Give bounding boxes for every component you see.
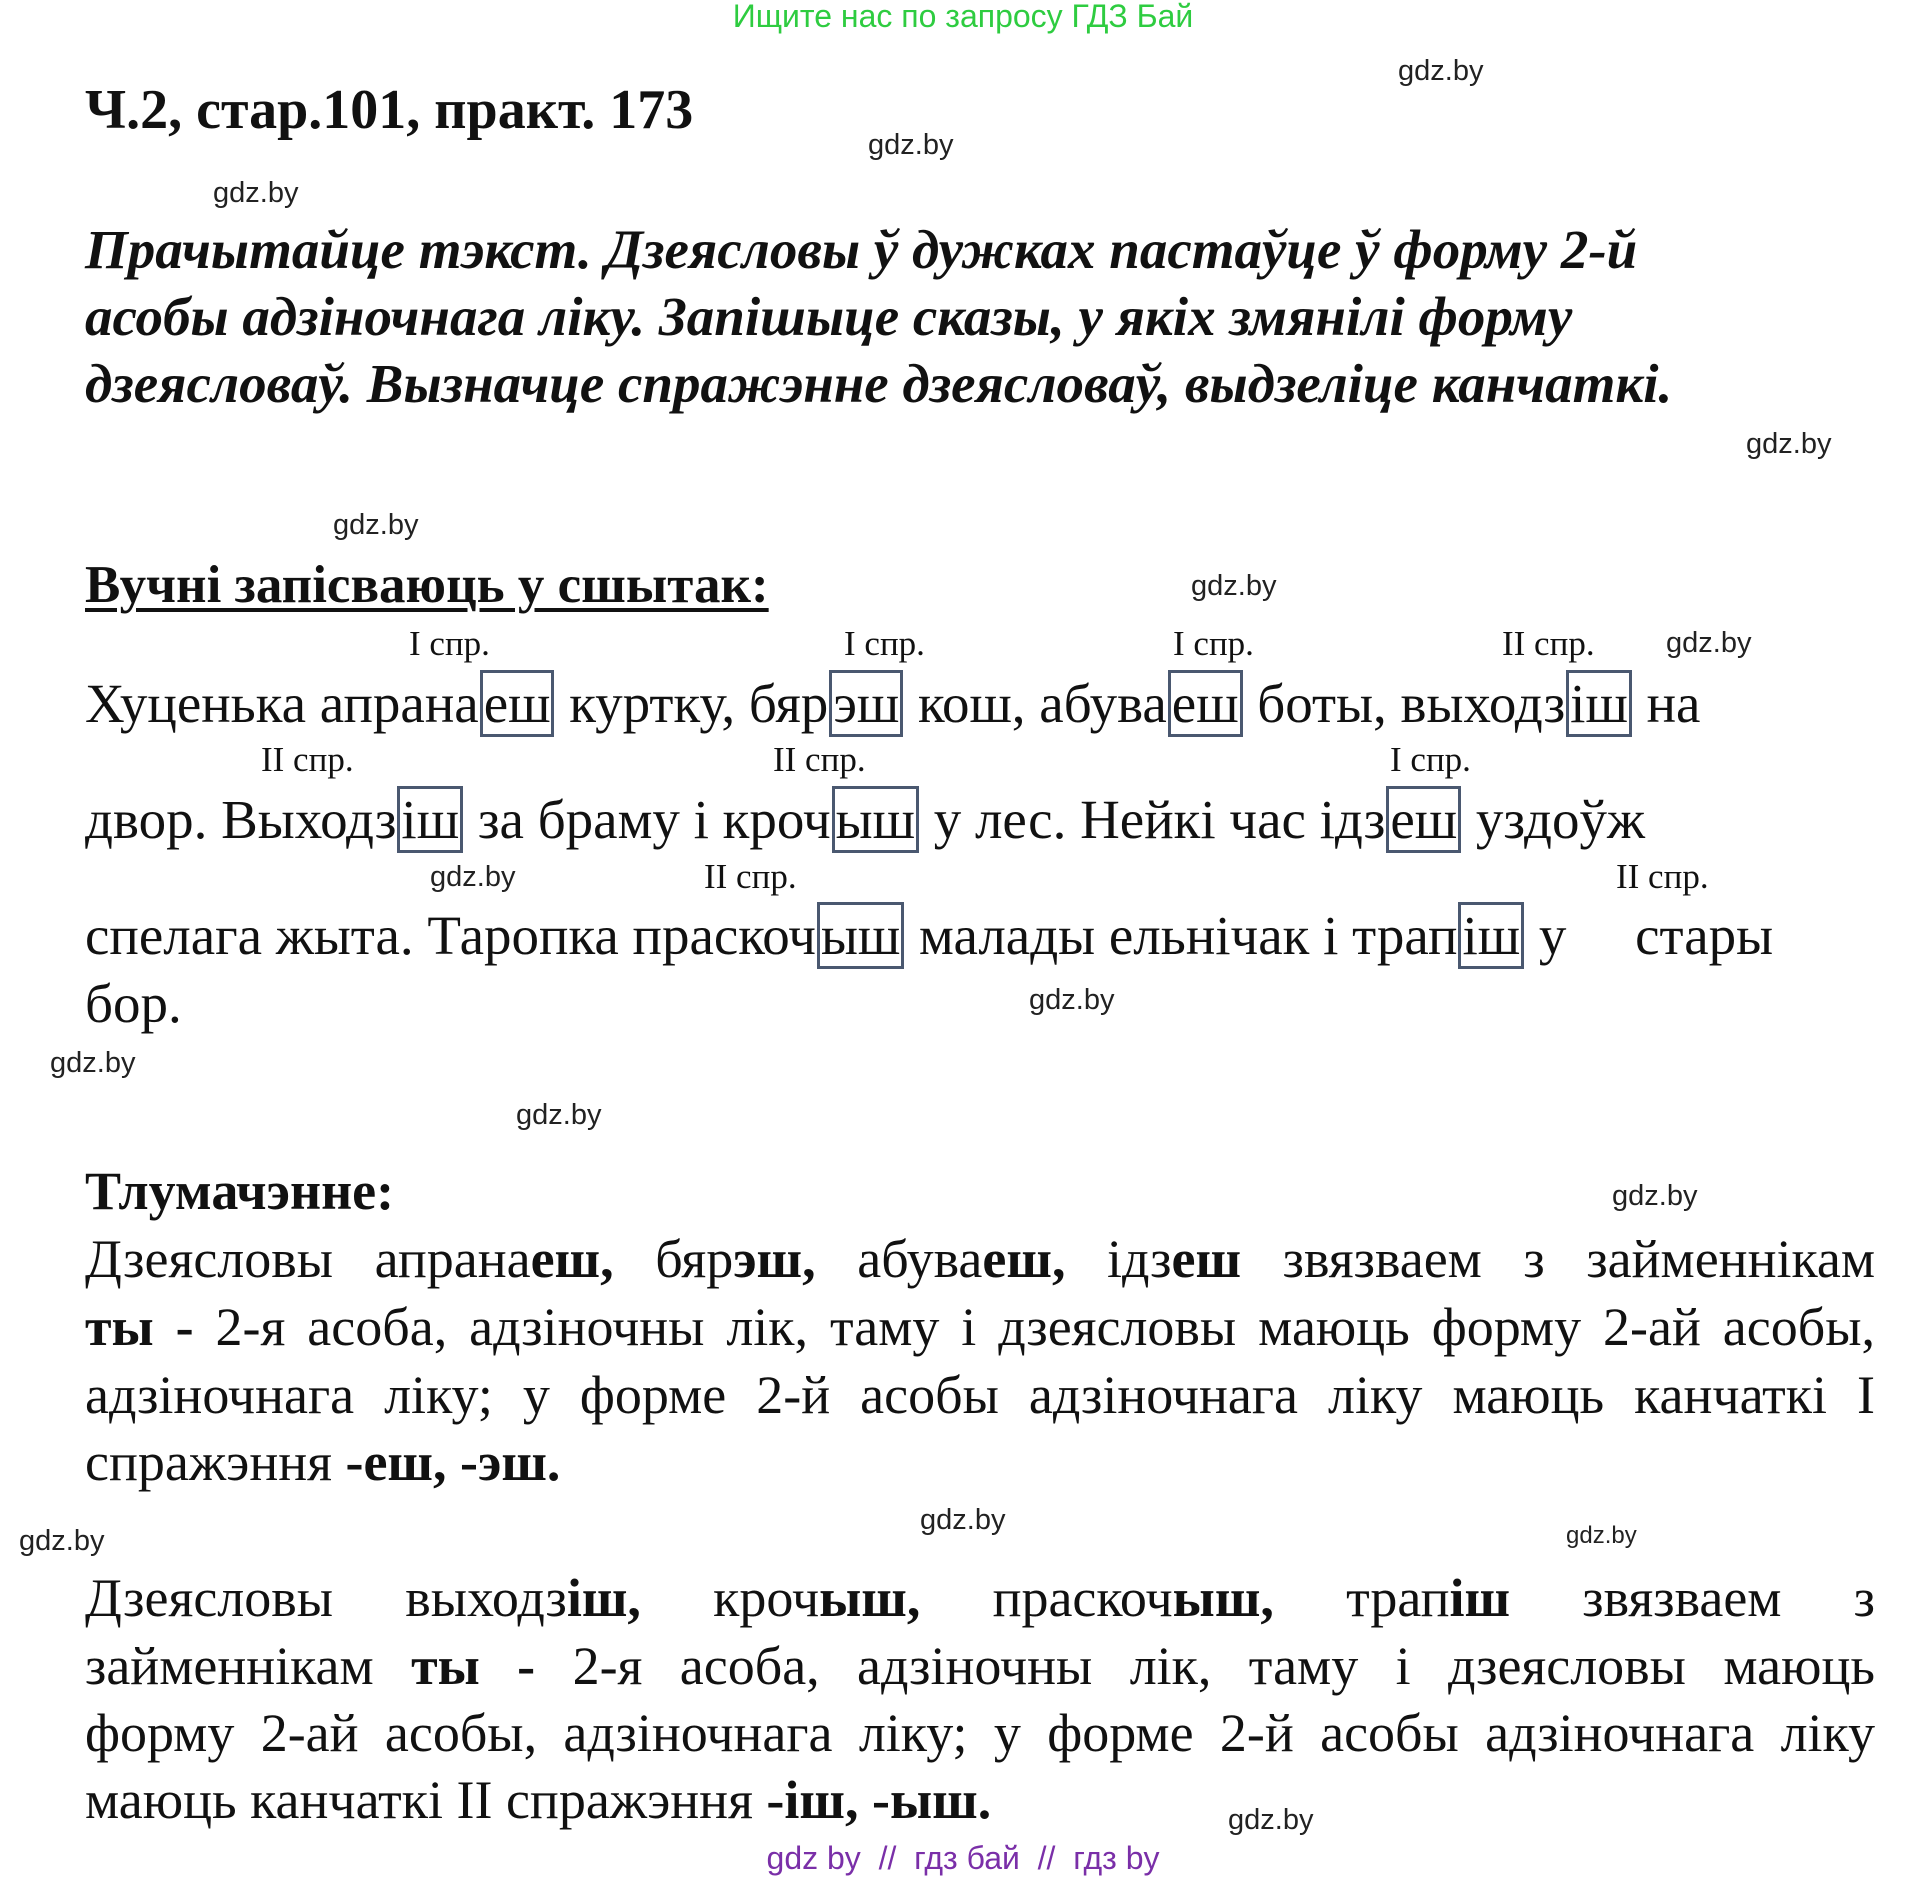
bold-ending: -іш, -ыш. xyxy=(766,1770,992,1830)
footer-links[interactable]: gdz by // гдз бай // гдз by xyxy=(766,1840,1160,1876)
bold-ending: еш, xyxy=(530,1229,614,1289)
explanation-line xyxy=(85,1769,1875,1831)
text-segment: кроч xyxy=(640,1568,820,1628)
verb-ending-box: эш xyxy=(829,670,903,737)
explanation-line xyxy=(85,1296,1875,1358)
watermark: gdz.by xyxy=(430,861,516,893)
task-line: асобы адзіночнага ліку. Запішыце сказы, у якіх змянілі форму xyxy=(85,286,1573,347)
text-segment: звязваем з xyxy=(1510,1568,1875,1628)
explanation-line xyxy=(85,1228,1875,1290)
watermark: gdz.by xyxy=(868,129,954,161)
watermark: gdz.by xyxy=(1746,428,1832,460)
exercise-line xyxy=(85,972,182,1035)
text-segment: займеннікам xyxy=(85,1636,412,1696)
explanation-line xyxy=(85,1364,1875,1426)
page-title: Ч.2, стар.101, практ. 173 xyxy=(85,79,694,141)
text-segment: куртку, бяр xyxy=(555,673,829,734)
watermark: gdz.by xyxy=(333,509,419,541)
text-segment: на xyxy=(1632,673,1701,734)
text-segment: Дзеясловы выходз xyxy=(85,1568,567,1628)
text-segment: 2-я асоба, адзіночны лік, таму і дзеясловы маюць xyxy=(535,1636,1875,1696)
conjugation-label: II спр. xyxy=(1616,857,1709,896)
verb-ending-box: ыш xyxy=(817,902,904,969)
watermark: gdz.by xyxy=(213,177,299,209)
verb-ending-box: еш xyxy=(480,670,555,737)
watermark: gdz.by xyxy=(1666,627,1752,659)
bold-ending: еш xyxy=(1171,1229,1242,1289)
verb-ending-box: ыш xyxy=(832,786,919,853)
text-segment: кош, абува xyxy=(904,673,1167,734)
watermark: gdz.by xyxy=(19,1525,105,1557)
bold-ending: ыш, xyxy=(1172,1568,1274,1628)
conjugation-label: I спр. xyxy=(1390,740,1471,779)
conjugation-label: II спр. xyxy=(773,740,866,779)
task-line: Прачытайце тэкст. Дзеясловы ў дужках пастаўце ў форму 2-й xyxy=(85,219,1638,280)
text-segment: бяр xyxy=(613,1229,734,1289)
search-hint-banner: Ищите нас по запросу ГДЗ Бай xyxy=(732,0,1194,34)
text-segment: 2-я асоба, адзіночны лік, таму і дзеясловы маюць форму 2-ай асобы, xyxy=(193,1297,1875,1357)
text-segment: малады ельнічак і трап xyxy=(905,905,1458,966)
text-segment: двор. Выходз xyxy=(85,789,397,850)
explanation-heading: Тлумачэнне: xyxy=(85,1161,395,1221)
text-segment: спелага жыта. Таропка праскоч xyxy=(85,905,816,966)
exercise-line xyxy=(85,672,1700,735)
text-segment: уздоўж xyxy=(1462,789,1646,850)
text-segment: спражэння xyxy=(85,1432,346,1492)
text-segment: боты, выходз xyxy=(1243,673,1566,734)
watermark: gdz.by xyxy=(1029,984,1115,1016)
watermark: gdz.by xyxy=(1566,1522,1637,1549)
bold-ending: еш, xyxy=(982,1229,1066,1289)
watermark: gdz.by xyxy=(1612,1180,1698,1212)
conjugation-label: II спр. xyxy=(704,857,797,896)
bold-ending: эш, xyxy=(733,1229,816,1289)
verb-ending-box: еш xyxy=(1386,786,1461,853)
text-segment: бор. xyxy=(85,973,182,1034)
conjugation-label: I спр. xyxy=(409,624,490,663)
watermark: gdz.by xyxy=(1398,55,1484,87)
verb-ending-box: іш xyxy=(1566,670,1632,737)
bold-ending: -еш, -эш. xyxy=(345,1432,561,1492)
text-segment: у лес. Нейкі час ідз xyxy=(919,789,1386,850)
text-segment: ідз xyxy=(1065,1229,1172,1289)
bold-ending: іш, xyxy=(566,1568,641,1628)
watermark: gdz.by xyxy=(50,1047,136,1079)
text-segment: трап xyxy=(1273,1568,1450,1628)
explanation-line xyxy=(85,1702,1875,1764)
exercise-line xyxy=(85,904,1773,967)
text-segment: за браму і кроч xyxy=(464,789,831,850)
watermark: gdz.by xyxy=(516,1099,602,1131)
text-segment: форму 2-ай асобы, адзіночнага ліку; у форме 2-й асобы адзіночнага ліку xyxy=(85,1703,1875,1763)
bold-ending: іш xyxy=(1449,1568,1511,1628)
verb-ending-box: іш xyxy=(1458,902,1524,969)
text-segment: Хуценька апрана xyxy=(85,673,479,734)
conjugation-label: II спр. xyxy=(1502,624,1595,663)
watermark: gdz.by xyxy=(920,1504,1006,1536)
verb-ending-box: еш xyxy=(1168,670,1243,737)
text-segment: абува xyxy=(815,1229,983,1289)
bold-ending: ыш, xyxy=(819,1568,921,1628)
text-segment: маюць канчаткі II спражэння xyxy=(85,1770,767,1830)
task-line: дзеясловаў. Вызначце спражэнне дзеясловаў, выдзеліце канчаткі. xyxy=(85,353,1673,414)
subheading: Вучні запісваюць у сшытак: xyxy=(85,556,769,614)
conjugation-label: II спр. xyxy=(261,740,354,779)
text-segment: Дзеясловы апрана xyxy=(85,1229,531,1289)
watermark: gdz.by xyxy=(1191,570,1277,602)
conjugation-label: I спр. xyxy=(844,624,925,663)
exercise-line xyxy=(85,788,1645,851)
verb-ending-box: іш xyxy=(397,786,463,853)
text-segment: у стары xyxy=(1525,905,1774,966)
explanation-line xyxy=(85,1567,1875,1629)
text-segment: звязваем з займеннікам xyxy=(1241,1229,1876,1289)
explanation-line xyxy=(85,1431,1875,1493)
watermark: gdz.by xyxy=(1228,1804,1314,1836)
bold-ending: ты - xyxy=(85,1297,194,1357)
text-segment: адзіночнага ліку; у форме 2-й асобы адзіночнага ліку маюць канчаткі I xyxy=(85,1365,1875,1425)
text-segment: праскоч xyxy=(920,1568,1173,1628)
bold-ending: ты - xyxy=(411,1636,536,1696)
explanation-line xyxy=(85,1635,1875,1697)
conjugation-label: I спр. xyxy=(1173,624,1254,663)
